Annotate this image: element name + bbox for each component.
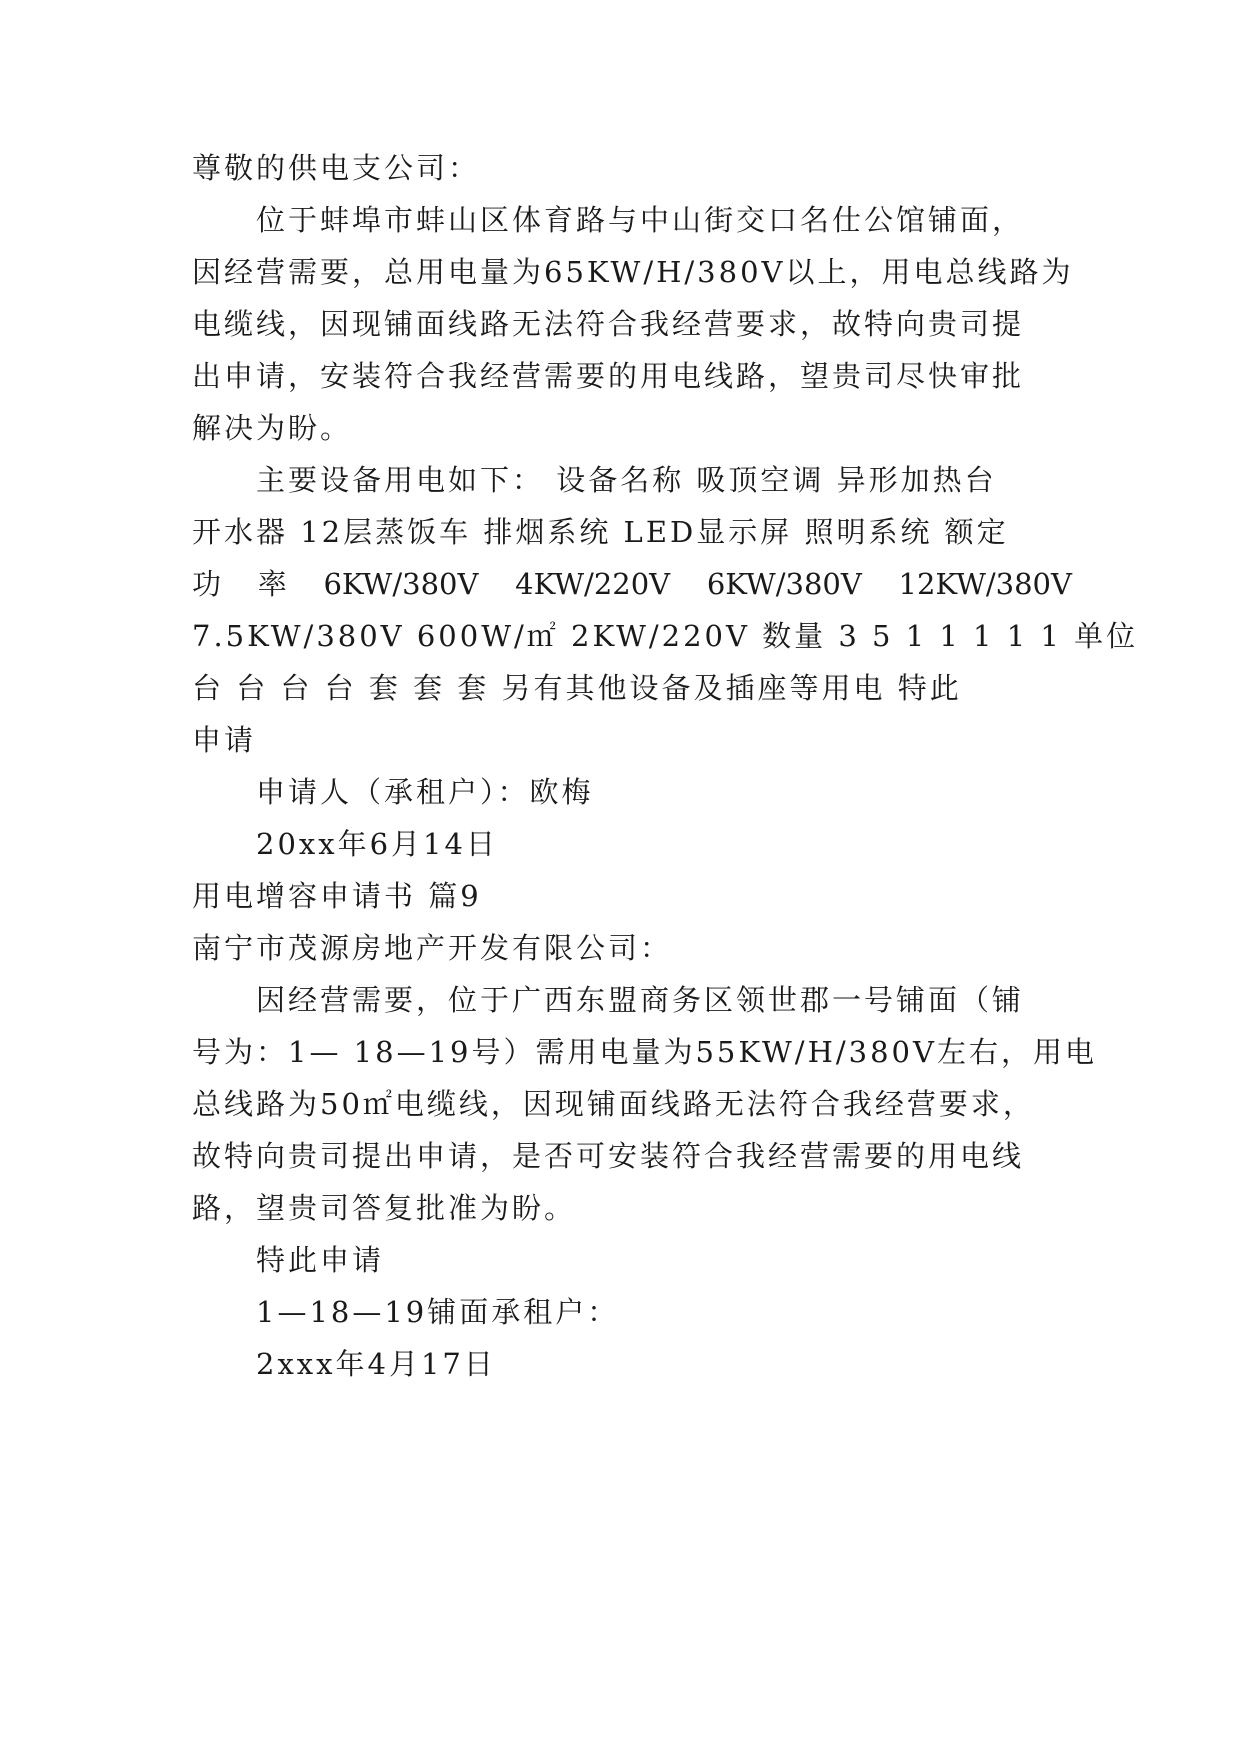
equipment-line: 开水器 12层蒸饭车 排烟系统 LED显示屏 照明系统 额定 bbox=[192, 515, 1009, 549]
letter1-body-line: 因经营需要，总用电量为65KW/H/380V以上，用电总线路为 bbox=[192, 255, 1074, 289]
letter1-body-line: 电缆线，因现铺面线路无法符合我经营要求，故特向贵司提 bbox=[192, 307, 1025, 341]
letter2-body-line: 总线路为50㎡电缆线，因现铺面线路无法符合我经营要求， bbox=[192, 1087, 1035, 1121]
letter1-salutation: 尊敬的供电支公司： bbox=[192, 151, 481, 185]
power-rating-cell: 12KW/380V bbox=[898, 567, 1072, 601]
letter1-body-line: 位于蚌埠市蚌山区体育路与中山街交口名仕公馆铺面， bbox=[256, 203, 1025, 237]
letter2-applicant: 1—18—19铺面承租户： bbox=[256, 1295, 620, 1329]
letter2-salutation: 南宁市茂源房地产开发有限公司： bbox=[192, 931, 673, 965]
equipment-line: 申请 bbox=[192, 723, 257, 757]
equipment-line: 7.5KW/380V 600W/㎡ 2KW/220V 数量 3 5 1 1 1 1 1 单位 bbox=[192, 619, 1139, 653]
section-heading: 用电增容申请书 篇9 bbox=[192, 879, 482, 913]
letter1-date: 20xx年6月14日 bbox=[256, 827, 498, 861]
letter2-body-line: 路，望贵司答复批准为盼。 bbox=[192, 1191, 577, 1225]
letter1-body-line: 解决为盼。 bbox=[192, 411, 353, 445]
letter2-body-line: 因经营需要，位于广西东盟商务区领世郡一号铺面（铺 bbox=[256, 983, 1025, 1017]
letter2-body-line: 号为：1— 18—19号）需用电量为55KW/H/380V左右，用电 bbox=[192, 1035, 1097, 1069]
letter2-body-line: 故特向贵司提出申请，是否可安装符合我经营需要的用电线 bbox=[192, 1139, 1025, 1173]
power-rating-cell: 功 bbox=[192, 567, 222, 601]
equipment-line: 台 台 台 台 套 套 套 另有其他设备及插座等用电 特此 bbox=[192, 671, 962, 705]
equipment-line: 主要设备用电如下： 设备名称 吸顶空调 异形加热台 bbox=[256, 463, 997, 497]
letter1-applicant: 申请人（承租户）：欧梅 bbox=[256, 775, 594, 809]
letter2-date: 2xxx年4月17日 bbox=[256, 1347, 496, 1381]
power-rating-cell: 6KW/380V bbox=[323, 567, 479, 601]
letter1-body-line: 出申请，安装符合我经营需要的用电线路，望贵司尽快审批 bbox=[192, 359, 1025, 393]
letter2-closing: 特此申请 bbox=[256, 1243, 385, 1277]
power-rating-row bbox=[192, 564, 1072, 604]
power-rating-cell: 4KW/220V bbox=[515, 567, 671, 601]
power-rating-cell: 率 bbox=[257, 567, 287, 601]
power-rating-cell: 6KW/380V bbox=[706, 567, 862, 601]
